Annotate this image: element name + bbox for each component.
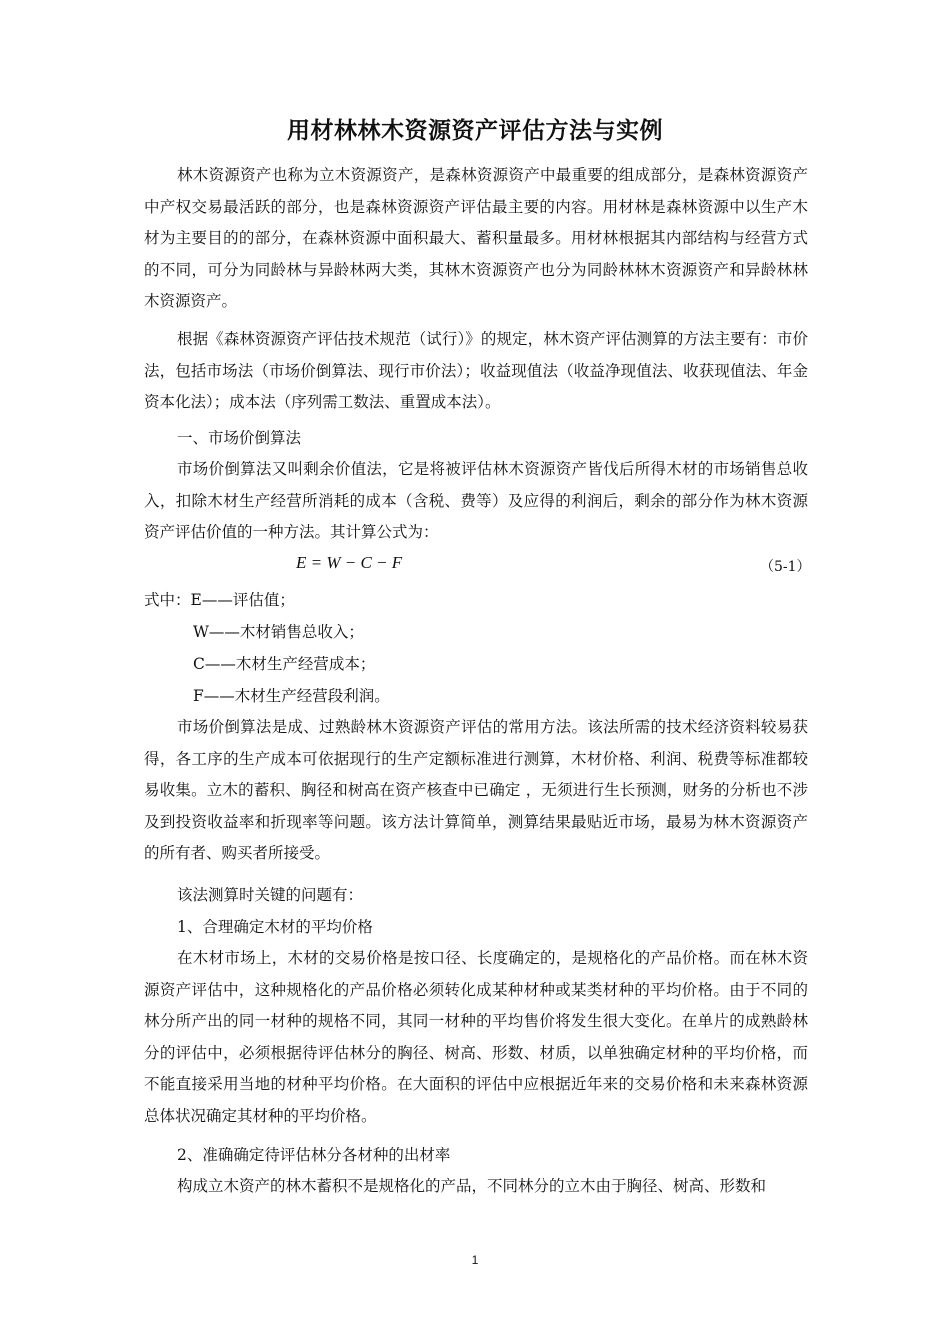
variable-definition-c: C——木材生产经营成本； — [193, 655, 376, 673]
paragraph-yield-rate: 构成立木资产的林木蓄积不是规格化的产品，不同林分的立木由于胸径、树高、形数和 — [177, 1177, 767, 1195]
variable-definition-f: F——木材生产经营段利润。 — [193, 687, 390, 705]
section-heading-2: 1、合理确定木材的平均价格 — [177, 918, 373, 936]
paragraph-methods: 根据《森林资源资产评估技术规范（试行）》的规定，林木资产评估测算的方法主要有：市价法，包括市场法（市场价倒算法、现行市价法）；收益现值法（收益净现值法、收获现值法、年金资本化法）；成本法（序列需工数法、重置成本法）。 — [144, 330, 808, 412]
formula-number: （5-1） — [760, 559, 811, 575]
page-number: 1 — [471, 1253, 479, 1267]
paragraph-key-issues: 该法测算时关键的问题有： — [177, 886, 364, 904]
paragraph-method-advantages: 市场价倒算法是成、过熟龄林木资源资产评估的常用方法。该法所需的技术经济资料较易获得，各工序的生产成本可依据现行的生产定额标准进行测算，木材价格、利润、税费等标准都较易收集。立木的蓄积、胸径和树高在资产核查中已确定 ，无须进行生长预测，财务的分析也不涉及到投资收益率和折现率等问题。该方法计算简单，测算结果最贴近市场，最易为林木资源资产的所有者、购买者所接受。 — [144, 718, 808, 863]
document-title: 用材林林木资源资产评估方法与实例 — [287, 117, 663, 144]
formula-5-1: E = W − C − F — [296, 553, 403, 572]
section-heading-3: 2、准确确定待评估林分各材种的出材率 — [177, 1146, 451, 1164]
variable-definition-w: W——木材销售总收入； — [193, 623, 364, 641]
paragraph-market-price: 市场价倒算法又叫剩余价值法，它是将被评估林木资源资产皆伐后所得木材的市场销售总收入，扣除木材生产经营所消耗的成本（含税、费等）及应得的利润后，剩余的部分作为林木资源资产评估价值的一种方法。其计算公式为： — [144, 460, 808, 542]
section-heading-1: 一、市场价倒算法 — [177, 429, 302, 447]
paragraph-intro: 林木资源资产也称为立木资源资产，是森林资源资产中最重要的组成部分，是森林资源资产中产权交易最活跃的部分，也是森林资源资产评估最主要的内容。用材林是森林资源中以生产木材为主要目的的部分，在森林资源中面积最大、蓄积量最多。用材林根据其内部结构与经营方式的不同，可分为同龄林与异龄林两大类，其林木资源资产也分为同龄林林木资源资产和异龄林林木资源资产。 — [144, 166, 808, 311]
variable-definition-e: 式中：E——评估值； — [144, 591, 295, 609]
paragraph-average-price: 在木材市场上，木材的交易价格是按口径、长度确定的，是规格化的产品价格。而在林木资源资产评估中，这种规格化的产品价格必须转化成某种材种或某类材种的平均价格。由于不同的林分所产出的同一材种的规格不同，其同一材种的平均售价将发生很大变化。在单片的成熟龄林分的评估中，必须根据待评估林分的胸径、树高、形数、材质，以单独确定材种的平均价格，而不能直接采用当地的材种平均价格。在大面积的评估中应根据近年来的交易价格和未来森林资源总体状况确定其材种的平均价格。 — [144, 949, 808, 1125]
